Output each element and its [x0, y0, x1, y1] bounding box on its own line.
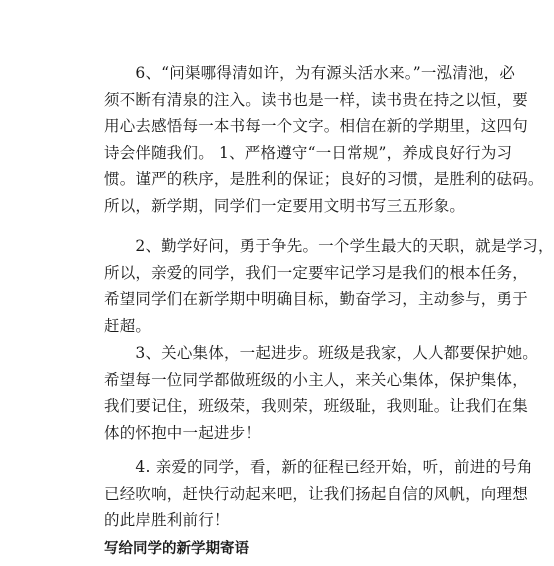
text-line: 4. 亲爱的同学，看，新的征程已经开始，听，前进的号角 [104, 458, 533, 476]
text-line: 3、关心集体，一起进步。班级是我家，人人都要保护她。 [104, 344, 538, 362]
text-line: 诗会伴随我们。 1、严格遵守“一日常规”，养成良好行为习 [104, 143, 513, 162]
text-line: 须不断有清泉的注入。读书也是一样，读书贵在持之以恒，要 [104, 90, 528, 109]
section-heading: 写给同学的新学期寄语 [104, 541, 249, 557]
text-line: 的此岸胜利前行！ [104, 511, 230, 529]
paragraph-reading [104, 60, 544, 219]
text-line: 体的怀抱中一起进步！ [104, 423, 262, 442]
text-line: 6、“问渠哪得清如许，为有源头活水来。”一泓清池，必 [104, 64, 516, 82]
paragraph-study [104, 233, 554, 339]
text-line: 我们要记住，班级荣，我则荣，班级耻，我则耻。让我们在集 [104, 397, 528, 415]
text-line: 希望同学们在新学期中明确目标，勤奋学习，主动参与，勇于 [104, 290, 528, 308]
text-line: 希望每一位同学都做班级的小主人，来关心集体，保护集体， [104, 370, 528, 389]
paragraph-journey [104, 454, 533, 534]
text-line: 赶超。 [104, 316, 152, 335]
text-line: 用心去感悟每一本书每一个文字。相信在新的学期里，这四句 [104, 117, 528, 135]
paragraph-collective [104, 340, 538, 446]
text-line: 已经吹响，赶快行动起来吧，让我们扬起自信的风帆，向理想 [104, 484, 528, 503]
text-line: 惯。谨严的秩序，是胜利的保证；良好的习惯，是胜利的砝码。 [104, 170, 544, 188]
text-line: 所以，亲爱的同学，我们一定要牢记学习是我们的根本任务， [104, 263, 528, 282]
text-line: 所以，新学期，同学们一定要用文明书写三五形象。 [104, 196, 466, 215]
text-line: 2、勤学好问，勇于争先。一个学生最大的天职，就是学习， [104, 237, 554, 255]
